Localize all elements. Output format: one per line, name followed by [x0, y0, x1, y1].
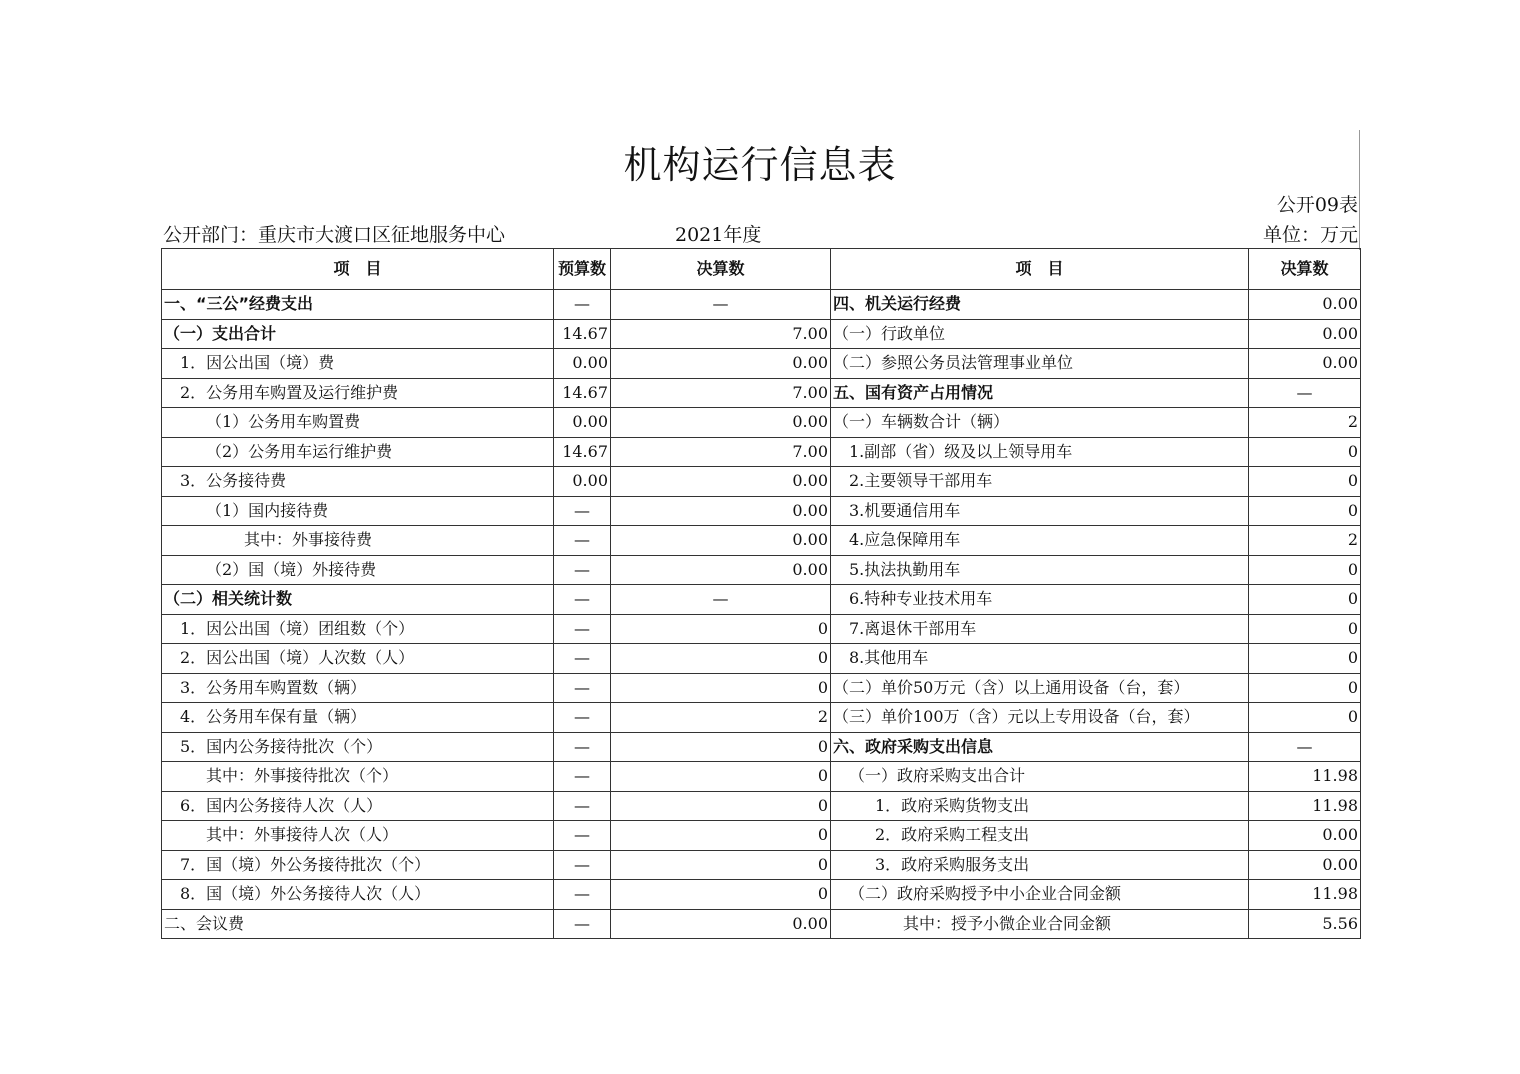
final-left-cell: 0.00	[611, 555, 831, 585]
budget-cell: —	[554, 526, 611, 556]
right-item-cell: 3.机要通信用车	[831, 496, 1249, 526]
table-row	[162, 821, 1361, 851]
final-right-cell: 0.00	[1249, 821, 1361, 851]
left-item-cell: 5．国内公务接待批次（个）	[162, 732, 554, 762]
institution-operation-table	[161, 248, 1361, 939]
final-left-cell: 0.00	[611, 909, 831, 939]
left-item-cell: 其中：外事接待人次（人）	[162, 821, 554, 851]
right-item-cell: （三）单价100万（含）元以上专用设备（台，套）	[831, 703, 1249, 733]
table-row	[162, 909, 1361, 939]
final-right-cell: 0.00	[1249, 290, 1361, 320]
right-item-cell: （一）车辆数合计（辆）	[831, 408, 1249, 438]
final-left-cell: —	[611, 585, 831, 615]
final-left-cell: 0.00	[611, 526, 831, 556]
table-row	[162, 290, 1361, 320]
right-item-cell: 5.执法执勤用车	[831, 555, 1249, 585]
table-row	[162, 880, 1361, 910]
final-right-cell: 5.56	[1249, 909, 1361, 939]
final-right-cell: 0	[1249, 614, 1361, 644]
budget-cell: 14.67	[554, 437, 611, 467]
table-row	[162, 496, 1361, 526]
final-right-cell: 11.98	[1249, 762, 1361, 792]
right-item-cell: 6.特种专业技术用车	[831, 585, 1249, 615]
final-right-cell: 0.00	[1249, 319, 1361, 349]
left-item-cell: （2）公务用车运行维护费	[162, 437, 554, 467]
final-left-cell: 0	[611, 614, 831, 644]
budget-cell: —	[554, 732, 611, 762]
table-row	[162, 526, 1361, 556]
budget-cell: 0.00	[554, 467, 611, 497]
budget-cell: —	[554, 880, 611, 910]
table-row	[162, 467, 1361, 497]
budget-cell: 0.00	[554, 408, 611, 438]
table-row	[162, 614, 1361, 644]
header-left-item: 项 目	[162, 249, 554, 290]
final-left-cell: 0	[611, 762, 831, 792]
final-right-cell: 0	[1249, 644, 1361, 674]
table-header-row	[162, 249, 1361, 290]
final-right-cell: 11.98	[1249, 791, 1361, 821]
right-item-cell: （一）政府采购支出合计	[831, 762, 1249, 792]
right-item-cell: 其中：授予小微企业合同金额	[831, 909, 1249, 939]
final-left-cell: 0	[611, 673, 831, 703]
final-left-cell: 0	[611, 791, 831, 821]
left-item-cell: （二）相关统计数	[162, 585, 554, 615]
final-right-cell: 11.98	[1249, 880, 1361, 910]
right-item-cell: 六、政府采购支出信息	[831, 732, 1249, 762]
left-item-cell: 一、“三公”经费支出	[162, 290, 554, 320]
final-right-cell: —	[1249, 378, 1361, 408]
table-row	[162, 850, 1361, 880]
left-item-cell: （1）国内接待费	[162, 496, 554, 526]
fiscal-year: 2021年度	[675, 224, 762, 246]
right-item-cell: （二）政府采购授予中小企业合同金额	[831, 880, 1249, 910]
right-item-cell: 1．政府采购货物支出	[831, 791, 1249, 821]
left-item-cell: （2）国（境）外接待费	[162, 555, 554, 585]
page-title: 机构运行信息表	[623, 143, 897, 187]
budget-cell: —	[554, 821, 611, 851]
final-right-cell: 0	[1249, 467, 1361, 497]
left-item-cell: 8．国（境）外公务接待人次（人）	[162, 880, 554, 910]
final-right-cell: 0	[1249, 555, 1361, 585]
department-label: 公开部门：重庆市大渡口区征地服务中心	[163, 224, 506, 246]
final-right-cell: 0	[1249, 437, 1361, 467]
final-left-cell: 0.00	[611, 467, 831, 497]
table-row	[162, 644, 1361, 674]
right-item-cell: 2．政府采购工程支出	[831, 821, 1249, 851]
left-item-cell: 3．公务用车购置数（辆）	[162, 673, 554, 703]
right-item-cell: 8.其他用车	[831, 644, 1249, 674]
right-item-cell: 四、机关运行经费	[831, 290, 1249, 320]
right-item-cell: 五、国有资产占用情况	[831, 378, 1249, 408]
left-item-cell: 二、会议费	[162, 909, 554, 939]
final-left-cell: 0	[611, 850, 831, 880]
budget-cell: —	[554, 555, 611, 585]
budget-cell: —	[554, 673, 611, 703]
table-row	[162, 437, 1361, 467]
budget-cell: —	[554, 496, 611, 526]
final-right-cell: —	[1249, 732, 1361, 762]
table-row	[162, 319, 1361, 349]
budget-cell: —	[554, 585, 611, 615]
header-final-right: 决算数	[1249, 249, 1361, 290]
budget-cell: —	[554, 791, 611, 821]
final-left-cell: 0	[611, 644, 831, 674]
final-left-cell: 0.00	[611, 496, 831, 526]
left-item-cell: 6．国内公务接待人次（人）	[162, 791, 554, 821]
final-left-cell: —	[611, 290, 831, 320]
final-right-cell: 2	[1249, 526, 1361, 556]
right-item-cell: 4.应急保障用车	[831, 526, 1249, 556]
table-row	[162, 673, 1361, 703]
final-left-cell: 7.00	[611, 437, 831, 467]
table-row	[162, 585, 1361, 615]
left-item-cell: 2．公务用车购置及运行维护费	[162, 378, 554, 408]
final-left-cell: 0	[611, 880, 831, 910]
final-right-cell: 0	[1249, 703, 1361, 733]
right-item-cell: 7.离退休干部用车	[831, 614, 1249, 644]
final-left-cell: 0.00	[611, 349, 831, 379]
right-item-cell: 2.主要领导干部用车	[831, 467, 1249, 497]
right-item-cell: （二）单价50万元（含）以上通用设备（台，套）	[831, 673, 1249, 703]
table-number: 公开09表	[1276, 194, 1358, 216]
right-item-cell: 1.副部（省）级及以上领导用车	[831, 437, 1249, 467]
table-row	[162, 378, 1361, 408]
budget-cell: —	[554, 290, 611, 320]
left-item-cell: 1．因公出国（境）费	[162, 349, 554, 379]
table-row	[162, 762, 1361, 792]
unit-label: 单位：万元	[1262, 224, 1358, 246]
left-item-cell: 其中：外事接待费	[162, 526, 554, 556]
final-left-cell: 0	[611, 821, 831, 851]
table-row	[162, 703, 1361, 733]
right-item-cell: （二）参照公务员法管理事业单位	[831, 349, 1249, 379]
final-left-cell: 7.00	[611, 378, 831, 408]
table-row	[162, 732, 1361, 762]
budget-cell: 14.67	[554, 319, 611, 349]
left-item-cell: 4．公务用车保有量（辆）	[162, 703, 554, 733]
left-item-cell: （1）公务用车购置费	[162, 408, 554, 438]
final-right-cell: 0	[1249, 496, 1361, 526]
left-item-cell: 3．公务接待费	[162, 467, 554, 497]
final-left-cell: 7.00	[611, 319, 831, 349]
budget-cell: —	[554, 909, 611, 939]
budget-cell: —	[554, 850, 611, 880]
final-right-cell: 0.00	[1249, 349, 1361, 379]
header-final-left: 决算数	[611, 249, 831, 290]
right-item-cell: （一）行政单位	[831, 319, 1249, 349]
header-right-item: 项 目	[831, 249, 1249, 290]
left-item-cell: 1．因公出国（境）团组数（个）	[162, 614, 554, 644]
left-item-cell: 其中：外事接待批次（个）	[162, 762, 554, 792]
budget-cell: 14.67	[554, 378, 611, 408]
left-item-cell: （一）支出合计	[162, 319, 554, 349]
final-right-cell: 0	[1249, 673, 1361, 703]
table-row	[162, 408, 1361, 438]
right-item-cell: 3．政府采购服务支出	[831, 850, 1249, 880]
final-right-cell: 0	[1249, 585, 1361, 615]
budget-cell: —	[554, 644, 611, 674]
table-row	[162, 555, 1361, 585]
final-right-cell: 0.00	[1249, 850, 1361, 880]
final-right-cell: 2	[1249, 408, 1361, 438]
header-budget: 预算数	[554, 249, 611, 290]
final-left-cell: 2	[611, 703, 831, 733]
table-row	[162, 349, 1361, 379]
final-left-cell: 0	[611, 732, 831, 762]
left-item-cell: 2．因公出国（境）人次数（人）	[162, 644, 554, 674]
budget-cell: —	[554, 703, 611, 733]
left-item-cell: 7．国（境）外公务接待批次（个）	[162, 850, 554, 880]
budget-cell: 0.00	[554, 349, 611, 379]
budget-cell: —	[554, 614, 611, 644]
budget-cell: —	[554, 762, 611, 792]
final-left-cell: 0.00	[611, 408, 831, 438]
table-row	[162, 791, 1361, 821]
